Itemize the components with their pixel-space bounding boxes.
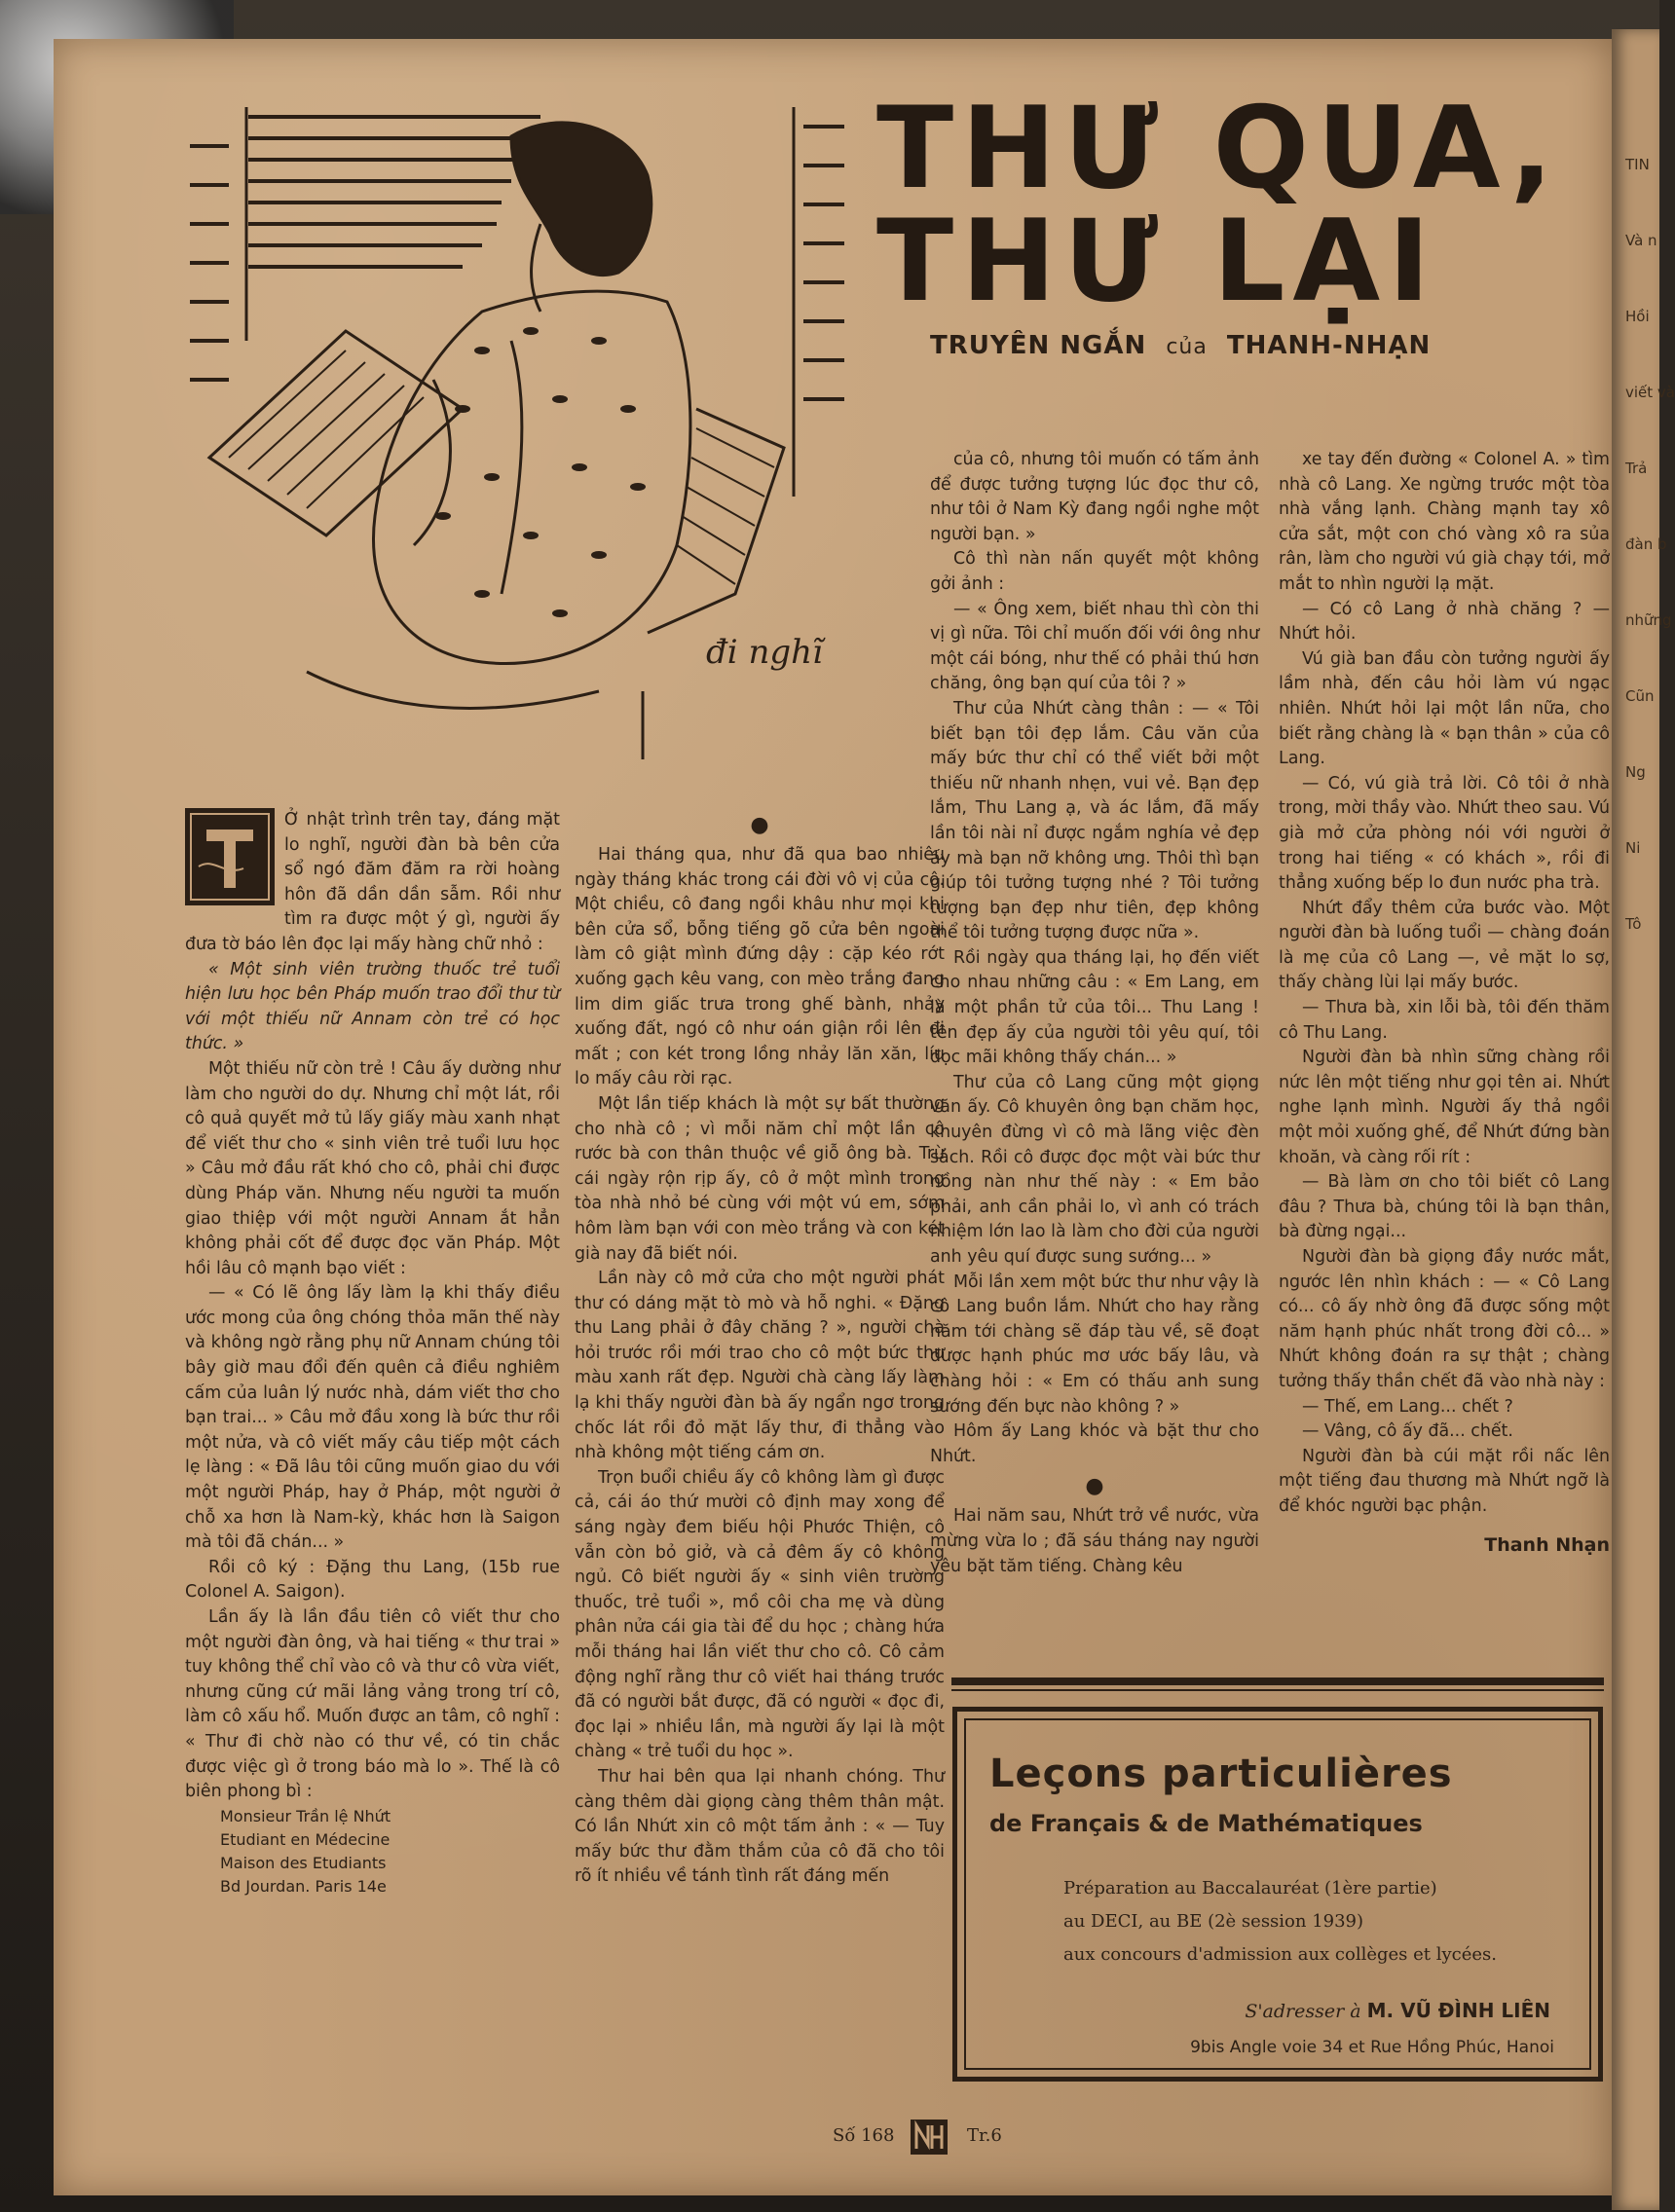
article-signature: Thanh Nhạn (1484, 1533, 1610, 1556)
paragraph: Nhứt đẩy thêm cửa bước vào. Một người đàn bà luống tuổi — chàng đoán là mẹ của cô Lang —, vẻ mặt lo sợ, thấy chàng lùi lại mấy bước. (1279, 898, 1610, 993)
section-bullet: ● (750, 813, 769, 837)
envelope-address-line: Maison des Etudiants (220, 1853, 387, 1872)
article-column-4 (1279, 448, 1610, 1558)
paragraph: Thư của Nhứt càng thân : — « Tôi biết bạn tôi đẹp lắm. Câu văn của mấy bức thư chỉ có thể viết bởi một thiếu nữ nhanh nhẹn, vui vẻ. Bạn đẹp lắm, Thu Lang ạ, và ác lắm, đã mấy lần tôi nài nỉ được ngắm nghía vẻ đẹp ấy mà bạn nỡ không ưng. Thôi thì bạn giúp tôi tưởng tượng nhé ? Tôi tưởng tượng bạn đẹp như tiên, đẹp không thể tôi tưởng tượng được nữa ». (930, 698, 1259, 943)
paragraph: Một lần tiếp khách là một sự bất thường cho nhà cô ; vì mỗi năm chỉ một lần cô rước bà con thân thuộc về giỗ ông bà. Trừ cái ngày rộn rịp ấy, cô ở một mình trong tòa nhà nhỏ bé cùng với một vú em, sớm hôm làm bạn với con mèo trắng và con két già nay đã biết nói. (575, 1093, 945, 1264)
drop-cap-ornament (185, 808, 275, 905)
paragraph: của cô, nhưng tôi muốn có tấm ảnh để được tưởng tượng lúc đọc thư cô, như tôi ở Nam Kỳ đang ngồi nghe một người bạn. » (930, 450, 1259, 544)
adjacent-page-fragment: TIN (1625, 156, 1650, 173)
divider-rule (951, 1677, 1604, 1685)
page-footer (823, 2118, 1115, 2157)
envelope-address-line: Bd Jourdan. Paris 14e (220, 1876, 387, 1896)
paragraph: xe tay đến đường « Colonel A. » tìm nhà cô Lang. Xe ngừng trước một tòa nhà vắng lạnh. Chàng mạnh tay xô cửa sắt, một con chó vàng xô ra sủa rân, làm cho người vú già chạy tới, mở mắt to nhìn người lạ mặt. (1279, 450, 1610, 594)
byline-author: THANH-NHẠN (1226, 331, 1432, 360)
paragraph: « Một sinh viên trường thuốc trẻ tuổi hiện lưu học bên Pháp muốn trao đổi thư từ với một thiếu nữ Annam còn trẻ có học thức. » (185, 959, 560, 1054)
paragraph: Hai năm sau, Nhứt trở về nước, vừa mừng vừa lo ; đã sáu tháng nay người yêu bặt tăm tiếng. Chàng kêu (930, 1506, 1259, 1576)
paragraph: Rồi cô ký : Đặng thu Lang, (15b rue Colonel A. Saigon). (185, 1557, 560, 1603)
adjacent-page-fragment: Ng (1625, 763, 1646, 781)
magazine-page (54, 39, 1612, 2195)
article-title (876, 83, 1597, 327)
adjacent-page-fragment: Ni (1625, 839, 1641, 857)
paragraph: — Có cô Lang ở nhà chăng ? — Nhứt hỏi. (1279, 599, 1610, 645)
adjacent-page-fragment: Cũn (1625, 687, 1655, 705)
magazine-logo-icon (909, 2118, 949, 2157)
paragraph: Lần này cô mở cửa cho một người phát thư có dáng mặt tò mò và hỗ nghi. « Đặng thu Lang phải ở đây chăng ? », người chà hỏi trước rồi mới trao cho cô một bức thư màu xanh rất đẹp. Người chà càng lấy làm lạ khi thấy người đàn bà ấy ngẩn ngơ trong chốc lát rồi đỏ mặt lấy thư, đi thẳng vào nhà không một tiếng cám ơn. (575, 1269, 945, 1463)
paragraph: Một thiếu nữ còn trẻ ! Câu ấy dường như làm cho người do dự. Nhưng chỉ một lát, rồi cô quả quyết mở tủ lấy giấy màu xanh nhạt để viết thư cho « sinh viên trẻ tuổi lưu học » Câu mở đầu rất khó cho cô, phải chi được dùng Pháp văn. Nhưng nếu người ta muốn giao thiệp với một người Annam ắt hẳn không phải cốt để được đọc văn Pháp. Một hồi lâu cô mạnh bạo viết : (185, 1058, 560, 1278)
paragraph: — Thưa bà, xin lỗi bà, tôi đến thăm cô Thu Lang. (1279, 998, 1610, 1043)
article-byline (930, 331, 1612, 360)
ad-subtitle: de Français & de Mathématiques (989, 1810, 1423, 1837)
article-title-line-1: THƯ QUA, (876, 83, 1561, 214)
article-column-3 (930, 448, 1259, 1579)
ad-address: 9bis Angle voie 34 et Rue Hồng Phúc, Hanoi (1190, 2038, 1554, 2057)
page-number: Tr.6 (967, 2125, 1002, 2146)
paragraph: Thư hai bên qua lại nhanh chóng. Thư càng thêm dài giọng càng thêm thân mật. Có lần Nhứt xin cô một tấm ảnh : « — Tuy mấy bức thư đằm thắm của cô đã cho tôi rõ ít nhiều về tánh tình rất đáng mến (575, 1766, 945, 1887)
paragraph: Trọn buổi chiều ấy cô không làm gì được cả, cái áo thứ mười cô định may xong để sáng ngày đem biếu hội Phước Thiện, cô vẫn còn bỏ giở, và cả đêm ấy cô không ngủ. Cô biết người ấy « sinh viên trường thuốc, trẻ tuổi », mồ côi cha mẹ và dùng phân nửa cái gia tài để du học ; chàng hứa mỗi tháng hai lần viết thư cho cô. Cô cảm động nghĩ rằng thư cô viết hai tháng trước đã có người bắt được, đã có người « đọc đi, đọc lại » nhiều lần, mà người ấy lại là một chàng « trẻ tuổi du học ». (575, 1467, 945, 1762)
adjacent-page-fragment: Tô (1625, 915, 1642, 933)
adjacent-page-fragment: những (1625, 611, 1672, 629)
ad-contact (1245, 1999, 1550, 2022)
article-title-line-2: THƯ LẠI (876, 196, 1438, 327)
article-column-1 (185, 808, 560, 1899)
paragraph: Thư của cô Lang cũng một giọng văn ấy. Cô khuyên ông bạn chăm học, khuyên đừng vì cô mà lãng việc đèn sách. Rồi cô được đọc một vài bức thư nồng nàn như thế này : « Em bảo phải, anh cần phải lo, vì anh có trách nhiệm lớn lao là làm cho đời của người anh yêu quí được sung sướng... » (930, 1072, 1259, 1267)
paragraph: Lần ấy là lần đầu tiên cô viết thư cho một người đàn ông, và hai tiếng « thư trai » tuy không thể chỉ vào cô và thư cô vừa viết, nhưng cũng cứ mãi lảng vảng trong trí cô, làm cô xấu hổ. Muốn được an tâm, cô nghĩ : « Thư đi chờ nào có thư về, có tin chắc được việc gì ở trong báo mà lo ». Thế là cô biên phong bì : (185, 1607, 560, 1802)
paragraph: — « Có lẽ ông lấy làm lạ khi thấy điều ước mong của ông chóng thỏa mãn thế này và không ngờ rằng phụ nữ Annam chúng tôi bây giờ mau đổi đến quên cả điều nghiêm cấm của luân lý nước nhà, dám viết thơ cho bạn trai... » Câu mở đầu xong là bức thư rồi một nửa, và cô viết mấy câu tiếp một cách lẹ làng : « Đã lâu tôi cũng muốn giao du với một người Pháp, hay ở Pháp, một người ở chỗ xa hơn là Nam-kỳ, khác hơn là Saigon mà tôi đã chán... » (185, 1283, 560, 1553)
illustration-signature: đi nghĩ (706, 633, 823, 672)
envelope-address-line: Etudiant en Médecine (220, 1829, 391, 1849)
paragraph: — Vâng, cô ấy đã... chết. (1302, 1421, 1513, 1442)
adjacent-page-fragment: Hồi (1625, 308, 1650, 325)
ad-line-1: Préparation au Baccalauréat (1ère partie) (1063, 1878, 1437, 1899)
ad-line-3: aux concours d'admission aux collèges et lycées. (1063, 1944, 1498, 1965)
paragraph: Người đàn bà giọng đầy nước mắt, ngước lên nhìn khách : — « Cô Lang có... cô ấy nhờ ông đã được sống một năm hạnh phúc nhất trong đời cô... » Nhứt không đoán ra sự thật ; chàng tưởng thấy thần chết đã vào nhà này : (1279, 1247, 1610, 1391)
paragraph: Người đàn bà nhìn sững chàng rồi nức lên một tiếng như gọi tên ai. Nhứt nghe lạnh mình. Người ấy thả ngồi một mỏi xuống ghế, để Nhứt đứng bàn khoăn, và càng rối rít : (1279, 1048, 1610, 1167)
envelope-address-line: Monsieur Trần lệ Nhứt (220, 1806, 391, 1825)
paragraph: Cô thì nàn nấn quyết một không gởi ảnh : (930, 549, 1259, 594)
paragraph: — « Ông xem, biết nhau thì còn thi vị gì nữa. Tôi chỉ muốn đối với ông như một cái bóng, như thế có phải thú hơn chăng, ông bạn quí của tôi ? » (930, 599, 1259, 694)
paragraph: Rồi ngày qua tháng lại, họ đến viết cho nhau những câu : « Em Lang, em là một phần tử của tôi... Thu Lang ! tên đẹp ấy của người tôi yêu quí, tôi đọc mãi không thấy chán... » (930, 947, 1259, 1068)
paragraph: Mỗi lần xem một bức thư như vậy là cô Lang buồn lắm. Nhứt cho hay rằng năm tới chàng sẽ đáp tàu về, sẽ đoạt được hạnh phúc mơ ước bấy lâu, và chàng hỏi : « Em có thấu anh sung sướng đến bực nào không ? » (930, 1272, 1259, 1417)
paragraph: Hai tháng qua, như đã qua bao nhiêu ngày tháng khác trong cái đời vô vị của cô. Một chiều, cô đang ngồi khâu như mọi khi bên cửa sổ, bỗng tiếng gõ cửa bên ngoài làm cô giật mình đứng dậy : cặp kéo rớt xuống gạch kêu vang, con mèo trắng đang lim dim giấc trưa trong ghế bành, nhảy xuống đất, ngó cô như oán giận rồi lên đi mất ; con két trong lồng nhảy lăn xăn, líu lo mấy câu rời rạc. (575, 845, 945, 1089)
byline-of: của (1166, 335, 1208, 359)
advertisement-box (952, 1707, 1603, 2082)
adjacent-page-fragment: viết và (1625, 384, 1675, 401)
paragraph: Người đàn bà cúi mặt rồi nấc lên một tiếng đau thương mà Nhứt ngỡ là để khóc người bạc phận. (1279, 1446, 1610, 1516)
paragraph: Ở nhật trình trên tay, đáng mặt lo nghĩ, người đàn bà bên cửa sổ ngó đăm đăm ra rời hoàng hôn đã dần dần sẫm. Rồi như tìm ra được một ý gì, người ấy đưa tờ báo lên đọc lại mấy hàng chữ nhỏ : (185, 810, 560, 954)
adjacent-page-fragment: đàn b (1625, 535, 1667, 553)
section-bullet: ● (1085, 1474, 1104, 1499)
byline-kind: TRUYÊN NGẮN (930, 331, 1147, 360)
paragraph: — Có, vú già trả lời. Cô tôi ở nhà trong, mời thầy vào. Nhứt theo sau. Vú già mở cửa phòng nói với người ở trong hai tiếng « có khách », rồi đi thẳng xuống bếp lo đun nước pha trà. (1279, 773, 1610, 894)
advertisement-inner-border (964, 1718, 1591, 2070)
issue-number: Số 168 (833, 2125, 895, 2146)
ad-contact-name: M. VŨ ĐÌNH LIÊN (1366, 1999, 1550, 2022)
adjacent-page-fragment: Trả (1625, 460, 1648, 477)
paragraph: Vú già ban đầu còn tưởng người ấy lầm nhà, đến câu hỏi làm vú ngạc nhiên. Nhứt hỏi lại một lần nữa, cho biết rằng chàng là « bạn thân » của cô Lang. (1279, 648, 1610, 769)
divider-rule-thin (951, 1689, 1604, 1691)
adjacent-page-edge (1612, 29, 1675, 2210)
paragraph: — Bà làm ơn cho tôi biết cô Lang đâu ? Thưa bà, chúng tôi là bạn thân, bà đừng ngại... (1279, 1172, 1610, 1242)
article-column-2 (575, 808, 945, 1890)
ad-contact-prefix: S'adresser à (1245, 2001, 1361, 2022)
paragraph: Hôm ấy Lang khóc và bặt thư cho Nhứt. (930, 1421, 1259, 1466)
ad-line-2: au DECI, au BE (2è session 1939) (1063, 1911, 1364, 1932)
ad-title: Leçons particulières (989, 1751, 1453, 1796)
paragraph: — Thế, em Lang... chết ? (1302, 1396, 1513, 1417)
adjacent-page-fragment: Và n (1625, 232, 1657, 249)
